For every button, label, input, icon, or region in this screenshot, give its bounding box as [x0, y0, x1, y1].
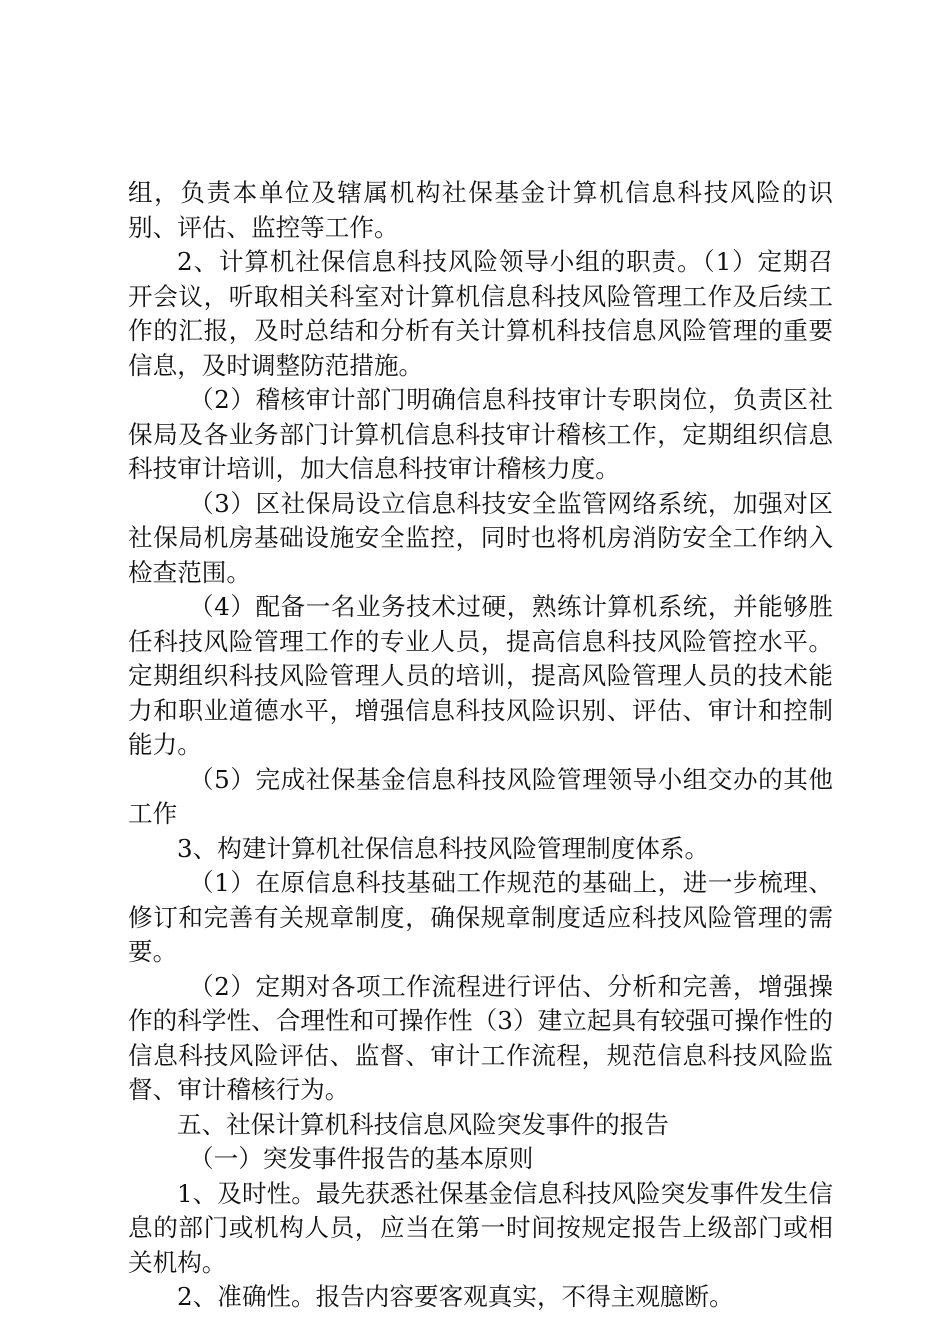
paragraph-workflow-review: （2）定期对各项工作流程进行评估、分析和完善，增强操作的科学性、合理性和可操作性（3）建立起具有较强可操作性的信息科技风险评估、监督、审计工作流程，规范信息科技风险监督、审计稽核行为。: [128, 971, 833, 1104]
document-body: [128, 176, 833, 1315]
paragraph-regulations: （1）在原信息科技基础工作规范的基础上，进一步梳理、修订和完善有关规章制度，确保规章制度适应科技风险管理的需要。: [128, 868, 833, 966]
paragraph-timeliness: 1、及时性。最先获悉社保基金信息科技风险突发事件发生信息的部门或机构人员，应当在第一时间按规定报告上级部门或相关机构。: [128, 1178, 833, 1277]
paragraph-other-tasks: （5）完成社保基金信息科技风险管理领导小组交办的其他工作: [128, 764, 833, 828]
paragraph-continuation: 组，负责本单位及辖属机构社保基金计算机信息科技风险的识别、评估、监控等工作。: [128, 178, 833, 242]
paragraph-staffing: （4）配备一名业务技术过硬，熟练计算机系统，并能够胜任科技风险管理工作的专业人员，提高信息科技风险管控水平。定期组织科技风险管理人员的培训，提高风险管理人员的技术能力和职业道德水平，增强信息科技风险识别、评估、审计和控制能力。: [128, 592, 833, 759]
paragraph-accuracy: 2、准确性。报告内容要客观真实，不得主观臆断。: [177, 1282, 734, 1311]
paragraph-security-monitoring: （3）区社保局设立信息科技安全监管网络系统，加强对区社保局机房基础设施安全监控，同时也将机房消防安全工作纳入检查范围。: [128, 488, 833, 587]
paragraph-leadership-duties: 2、计算机社保信息科技风险领导小组的职责。（1）定期召开会议，听取相关科室对计算机信息科技风险管理工作及后续工作的汇报，及时总结和分析有关计算机科技信息风险管理的重要信息，及时调整防范措施。: [128, 247, 833, 380]
section-heading-incident-reporting: 五、社保计算机科技信息风险突发事件的报告: [177, 1109, 669, 1139]
subsection-heading-principles: （一）突发事件报告的基本原则: [189, 1144, 534, 1173]
paragraph-audit-department: （2）稽核审计部门明确信息科技审计专职岗位，负责区社保局及各业务部门计算机信息科技审计稽核工作，定期组织信息科技审计培训，加大信息科技审计稽核力度。: [128, 385, 833, 483]
paragraph-system-building: 3、构建计算机社保信息科技风险管理制度体系。: [177, 833, 710, 863]
